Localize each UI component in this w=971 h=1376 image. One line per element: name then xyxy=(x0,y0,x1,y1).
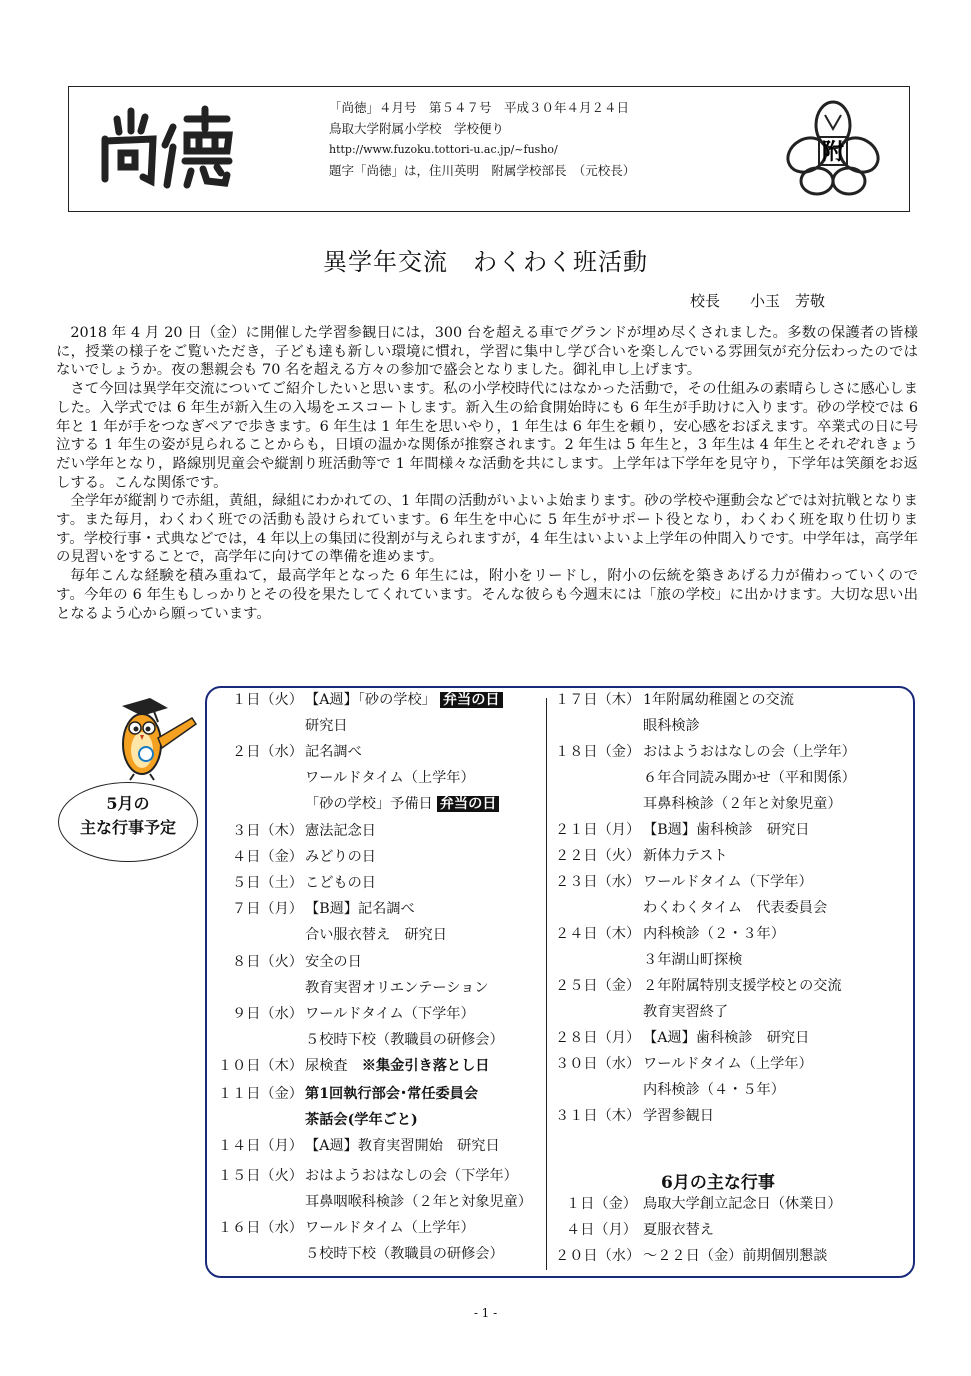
event-text xyxy=(305,952,362,972)
event-text xyxy=(305,978,489,998)
event-text xyxy=(305,1166,518,1186)
event-date: ３日（木） xyxy=(232,823,303,839)
event-text xyxy=(305,873,376,893)
event-emphasis: 第1回執行部会･常任委員会 xyxy=(305,1086,479,1102)
event-date: ３１日（木） xyxy=(555,1108,641,1124)
event-date: ８日（火） xyxy=(232,954,303,970)
event-name: ２年附属特別支援学校との交流 xyxy=(643,978,842,994)
event-text xyxy=(305,1004,475,1024)
event-name: 「砂の学校」予備日 xyxy=(305,796,433,812)
event-name: 安全の日 xyxy=(305,954,362,970)
calligraphy-credit: 題字「尚徳」は，住川英明 附属学校部長 （元校長） xyxy=(329,163,636,178)
event-name: ワールドタイム（上学年） xyxy=(305,770,475,786)
bento-day-badge: 弁当の日 xyxy=(437,796,500,812)
event-text xyxy=(643,846,728,866)
event-name: こどもの日 xyxy=(305,875,376,891)
event-date: １５日（火） xyxy=(217,1168,303,1184)
event-name: 憲法記念日 xyxy=(305,823,376,839)
event-date: １０日（木） xyxy=(217,1058,303,1074)
event-text xyxy=(305,690,503,710)
event-name: ３年湖山町探検 xyxy=(643,952,743,968)
event-text xyxy=(643,1028,809,1048)
event-text xyxy=(643,794,842,814)
owl-mascot-illustration xyxy=(112,692,198,782)
event-date: ２２日（火） xyxy=(555,848,641,864)
event-date: ２１日（月） xyxy=(555,822,641,838)
event-text xyxy=(643,1194,842,1214)
event-text xyxy=(643,1220,714,1240)
event-name: 内科検診（２・３年） xyxy=(643,926,785,942)
event-date: ２８日（月） xyxy=(555,1030,641,1046)
article-author: 校長 小玉 芳敬 xyxy=(690,292,826,310)
event-text xyxy=(305,1244,504,1264)
event-name: わくわくタイム 代表委員会 xyxy=(643,900,828,916)
event-text xyxy=(305,716,348,736)
event-name: おはようおはなしの会（下学年） xyxy=(305,1168,518,1184)
event-text xyxy=(305,1030,504,1050)
event-name: みどりの日 xyxy=(305,849,376,865)
event-text xyxy=(643,768,856,788)
school-name: 鳥取大学附属小学校 学校便り xyxy=(329,121,505,136)
event-name: 新体力テスト xyxy=(643,848,728,864)
school-url[interactable]: http://www.fuzoku.tottori-u.ac.jp/~fusho/ xyxy=(329,143,558,156)
page-number: - 1 - xyxy=(473,1306,498,1320)
event-text xyxy=(643,1106,714,1126)
event-date: １日（火） xyxy=(232,692,303,708)
article-title: 異学年交流 わくわく班活動 xyxy=(323,248,648,276)
event-text xyxy=(643,742,856,762)
paragraph: 2018 年 4 月 20 日（金）に開催した学習参観日には，300 台を超える車でグランドが埋め尽くされました。多数の保護者の皆様に，授業の様子をご覧いただき，子ども達も新しい環境に慣れ，学習に集中し学び合いを楽しんでいる雰囲気が充分伝わったのではないでしょうか。夜の懇親会も 70 名を超える方々の参加で盛会となりました。御礼申し上げます。 xyxy=(56,325,918,379)
bento-day-badge: 弁当の日 xyxy=(440,692,503,708)
article-body xyxy=(56,324,918,623)
event-text xyxy=(305,742,362,762)
event-name: ５校時下校（教職員の研修会） xyxy=(305,1032,504,1048)
event-date: １７日（木） xyxy=(555,692,641,708)
event-date: ２３日（水） xyxy=(555,874,641,890)
event-name: 【B週】歯科検診 研究日 xyxy=(643,822,810,838)
event-text xyxy=(305,1192,532,1212)
event-date: １４日（月） xyxy=(217,1138,303,1154)
event-date: ２５日（金） xyxy=(555,978,641,994)
event-text xyxy=(643,924,785,944)
event-name: 1年附属幼稚園との交流 xyxy=(643,692,794,708)
event-date: ２日（水） xyxy=(232,744,303,760)
event-name: 尿検査 xyxy=(305,1058,362,1074)
column-divider xyxy=(546,698,547,1270)
event-text xyxy=(305,925,447,945)
june-heading: 6月の主な行事 xyxy=(661,1173,775,1193)
event-name: ～２２日（金）前期個別懇談 xyxy=(643,1248,828,1264)
event-name: 耳鼻科検診（２年と対象児童） xyxy=(643,796,842,812)
event-date: ２４日（木） xyxy=(555,926,641,942)
event-text xyxy=(305,794,499,814)
event-text xyxy=(643,690,794,710)
event-text xyxy=(643,898,827,918)
paragraph: 全学年が縦割りで赤組，黄組，緑組にわかれての、1 年間の活動がいよいよ始まります。砂の学校や運動会などでは対抗戦となります。また毎月，わくわく班での活動も設けられています。6 年生を中心に 5 年生がサポート役となり，わくわく班を取り仕切ります。学校行事・式典などでは，4 年以上の集団に役割が与えられますが，4 年生はいよいよ上学年の仲間入りです。中学年は，高学年の見習いをすることで，高学年に向けての準備を進めます。 xyxy=(56,493,918,566)
event-date: １１日（金） xyxy=(217,1086,303,1102)
event-name: 耳鼻咽喉科検診（２年と対象児童） xyxy=(305,1194,533,1210)
may-events-label xyxy=(58,782,198,862)
event-text xyxy=(305,1110,418,1130)
event-name: ワールドタイム（上学年） xyxy=(643,1056,813,1072)
event-name: ワールドタイム（下学年） xyxy=(305,1006,475,1022)
event-name: ５校時下校（教職員の研修会） xyxy=(305,1246,504,1262)
paragraph: 毎年こんな経験を積み重ねて，最高学年となった 6 年生には，附小をリードし，附小の伝統を築きあげる力が備わっていくのです。今年の 6 年生もしっかりとその役を果たしてくれています。そんな彼らも今週末には「旅の学校」に出かけます。大切な思い出となるよう心から願っています。 xyxy=(56,568,918,622)
event-name: ワールドタイム（上学年） xyxy=(305,1220,475,1236)
event-text xyxy=(305,847,376,867)
event-name: 教育実習オリエンテーション xyxy=(305,980,489,996)
event-date: ９日（水） xyxy=(232,1006,303,1022)
event-text xyxy=(305,768,475,788)
event-name: 鳥取大学創立記念日（休業日） xyxy=(643,1196,842,1212)
event-name: 研究日 xyxy=(305,718,348,734)
event-date: １８日（金） xyxy=(555,744,641,760)
event-name: 【A週】教育実習開始 研究日 xyxy=(305,1138,500,1154)
event-text xyxy=(305,821,376,841)
event-text xyxy=(643,1002,728,1022)
event-text xyxy=(643,820,810,840)
bubble-line: 主な行事予定 xyxy=(79,818,176,837)
event-calendar xyxy=(205,686,915,1278)
event-name: 内科検診（４・５年） xyxy=(643,1082,785,1098)
event-date: ５日（土） xyxy=(232,875,303,891)
event-date: ２０日（水） xyxy=(555,1248,641,1264)
event-text xyxy=(305,899,415,919)
event-name: 【B週】記名調べ xyxy=(305,901,415,917)
event-name: ワールドタイム（下学年） xyxy=(643,874,813,890)
event-name: ６年合同読み聞かせ（平和関係） xyxy=(643,770,856,786)
event-name: 【A週】歯科検診 研究日 xyxy=(643,1030,810,1046)
shotoku-calligraphy-logo xyxy=(87,97,247,197)
school-emblem xyxy=(779,95,887,203)
event-name: 記名調べ xyxy=(305,744,362,760)
event-text xyxy=(643,976,842,996)
masthead xyxy=(68,86,910,212)
event-text xyxy=(643,716,700,736)
emblem-character: 附 xyxy=(821,139,845,165)
issue-line: 「尚徳」４月号 第５４７号 平成３０年４月２４日 xyxy=(329,100,630,115)
event-name: おはようおはなしの会（上学年） xyxy=(643,744,856,760)
event-name: 【A週】「砂の学校」 xyxy=(305,692,436,708)
event-name: 教育実習終了 xyxy=(643,1004,729,1020)
event-date: ４日（金） xyxy=(232,849,303,865)
event-date: １日（金） xyxy=(566,1196,637,1212)
event-text xyxy=(643,872,813,892)
event-name: 眼科検診 xyxy=(643,718,700,734)
event-date: １６日（水） xyxy=(217,1220,303,1236)
bubble-line: 5月の xyxy=(106,794,150,813)
masthead-info xyxy=(329,97,635,181)
event-date: ４日（月） xyxy=(566,1222,637,1238)
event-name: 学習参観日 xyxy=(643,1108,714,1124)
event-emphasis: 茶話会(学年ごと) xyxy=(305,1112,418,1128)
event-text xyxy=(643,1080,785,1100)
event-text xyxy=(305,1136,500,1156)
event-text xyxy=(305,1084,478,1104)
event-text xyxy=(305,1218,475,1238)
event-text xyxy=(643,1246,827,1266)
event-text xyxy=(643,1054,813,1074)
event-text xyxy=(643,950,742,970)
event-date: ７日（月） xyxy=(232,901,303,917)
event-emphasis: ※集金引き落とし日 xyxy=(361,1058,490,1074)
event-text xyxy=(305,1056,489,1076)
event-date: ３０日（水） xyxy=(555,1056,641,1072)
paragraph: さて今回は異学年交流についてご紹介したいと思います。私の小学校時代にはなかった活動で，その仕組みの素晴らしさに感心しました。入学式では 6 年生が新入生の入場をエスコートします。新入生の給食開始時にも 6 年生が手助けに入ります。砂の学校では 6 年と 1 年が手をつなぎペアで歩きます。6 年生は 1 年生を思いやり，1 年生は 6 年生を頼り，安心感をおぼえます。卒業式の日に号泣する 1 年生の姿が見られることからも，日頃の温かな関係が推察されます。2 年生は 5 年生と，3 年生は 4 年生とそれぞれきょうだい学年となり，路線別児童会や縦割り班活動等で 1 年間様々な活動を共にします。上学年は下学年を見守り，下学年は笑顔をお返しする。こんな関係です。 xyxy=(56,381,918,491)
event-name: 夏服衣替え xyxy=(643,1222,714,1238)
event-name: 合い服衣替え 研究日 xyxy=(305,927,447,943)
